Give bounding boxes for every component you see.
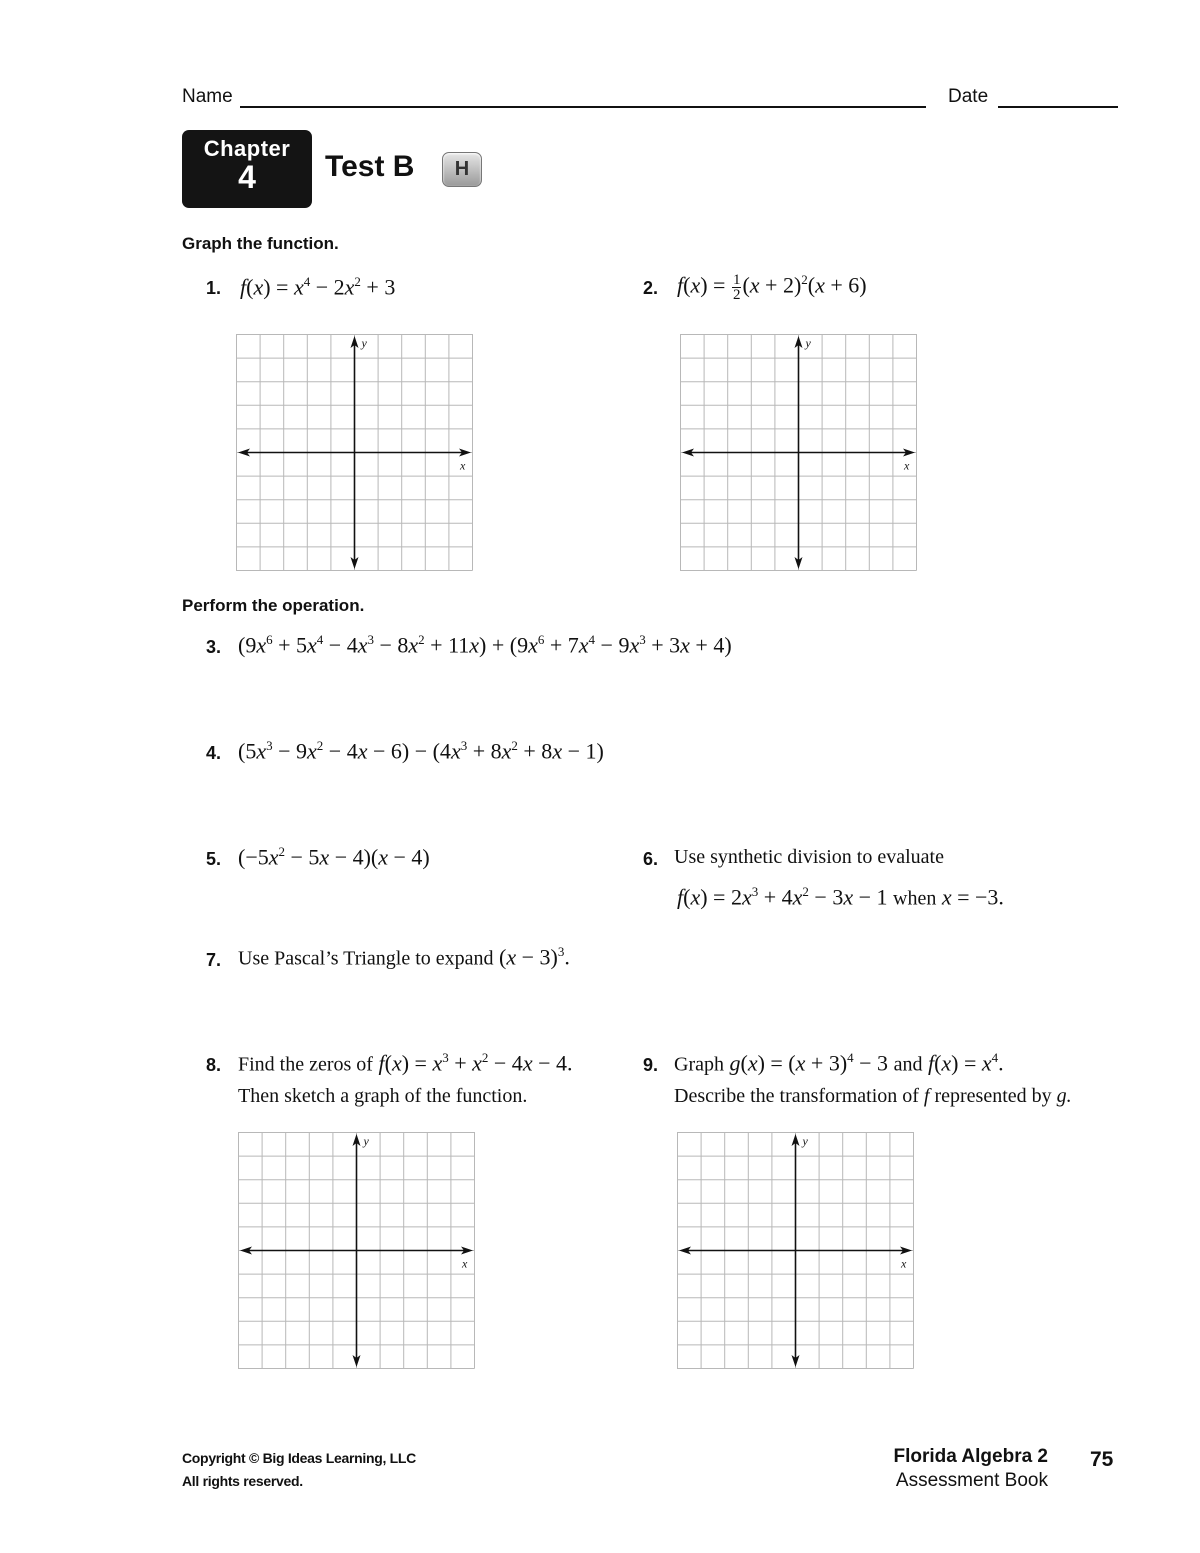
coordinate-grid-3[interactable] <box>238 1132 475 1369</box>
problem-number-8: 8. <box>206 1055 222 1075</box>
problem-7-text: Use Pascal’s Triangle to expand <box>238 947 494 970</box>
problem-9-expression: Graph $g(x) = (x + 3)^4 - 3$ and $f(x) = x^4$. <box>674 1050 1004 1076</box>
section-graph-heading: Graph the function. <box>182 234 339 253</box>
grid-svg[interactable] <box>238 1132 475 1369</box>
honors-badge: H <box>442 152 482 187</box>
name-line[interactable] <box>240 106 926 108</box>
problem-7-expression: Use Pascal’s Triangle to expand $(x - 3)^3$. <box>238 944 570 970</box>
chapter-number: 4 <box>238 159 256 195</box>
chapter-word: Chapter <box>203 136 291 161</box>
problem-6-expression: $f(x) = 2x^3 + 4x^2 - 3x - 1$ when x = −3. <box>677 884 1004 910</box>
problem-9-line2 <box>674 1085 1072 1108</box>
chapter-box <box>182 130 312 208</box>
problem-9-text: Graph <box>674 1053 724 1076</box>
problem-number-5: 5. <box>206 849 222 869</box>
problem-number-4: 4. <box>206 743 222 763</box>
problem-number-1: 1. <box>206 278 222 298</box>
x-axis-label: x <box>460 458 466 473</box>
rights-text: All rights reserved. <box>182 1473 303 1489</box>
problem-9-f: f <box>923 1085 930 1107</box>
problem-3-expression: $(9x^6 + 5x^4 - 4x^3 - 8x^2 + 11x) + (9x^6 + 7x^4 - 9x^3 + 3x + 4)$ <box>238 632 732 658</box>
problem-8-line2: Then sketch a graph of the function. <box>238 1085 528 1107</box>
date-line[interactable] <box>998 106 1118 108</box>
problem-9-and: and <box>893 1053 923 1076</box>
problem-1-expression: $f(x) = x^4 - 2x^2 + 3$ <box>240 274 396 300</box>
problem-number-2: 2. <box>643 278 659 298</box>
coordinate-grid-4[interactable] <box>677 1132 914 1369</box>
problem-6-text: Use synthetic division to evaluate <box>674 846 944 868</box>
name-label: Name <box>182 86 233 107</box>
problem-4-expression: $(5x^3 - 9x^2 - 4x - 6) - (4x^3 + 8x^2 + 8x - 1)$ <box>238 738 604 764</box>
page-number: 75 <box>1090 1448 1114 1471</box>
problem-8-expression: Find the zeros of $f(x) = x^3 + x^2 - 4x - 4$. <box>238 1050 573 1076</box>
test-title: Test B <box>325 150 415 183</box>
grid-svg[interactable] <box>236 334 473 571</box>
problem-9-describe: Describe the transformation of <box>674 1085 919 1107</box>
date-label: Date <box>948 86 989 107</box>
problem-number-7: 7. <box>206 950 222 970</box>
grid-svg[interactable] <box>677 1132 914 1369</box>
problem-number-3: 3. <box>206 637 222 657</box>
coordinate-grid-2[interactable] <box>680 334 917 571</box>
book-subtitle: Assessment Book <box>895 1470 1048 1491</box>
y-axis-label: y <box>361 336 367 350</box>
x-axis-label: x <box>901 1256 907 1271</box>
problem-number-9: 9. <box>643 1055 659 1075</box>
section-perform-heading: Perform the operation. <box>182 596 365 615</box>
problem-9-g: g. <box>1056 1085 1072 1107</box>
y-axis-label: y <box>805 336 811 350</box>
problem-5-expression: $(-5x^2 - 5x - 4)(x - 4)$ <box>238 844 430 870</box>
problem-number-6: 6. <box>643 849 659 869</box>
problem-2-expression: f(x) = $\frac{1}{2}$ $(x + 2)^2(x + 6)$ <box>677 271 867 303</box>
x-axis-label: x <box>462 1256 468 1271</box>
y-axis-label: y <box>802 1134 808 1148</box>
problem-8-text: Find the zeros of <box>238 1053 373 1076</box>
coordinate-grid-1[interactable] <box>236 334 473 571</box>
grid-svg[interactable] <box>680 334 917 571</box>
problem-6-when: when <box>893 887 937 910</box>
copyright-text: Copyright © Big Ideas Learning, LLC <box>182 1450 416 1466</box>
y-axis-label: y <box>363 1134 369 1148</box>
problem-9-represented: represented by <box>934 1085 1052 1107</box>
x-axis-label: x <box>904 458 910 473</box>
book-title: Florida Algebra 2 <box>893 1446 1048 1467</box>
